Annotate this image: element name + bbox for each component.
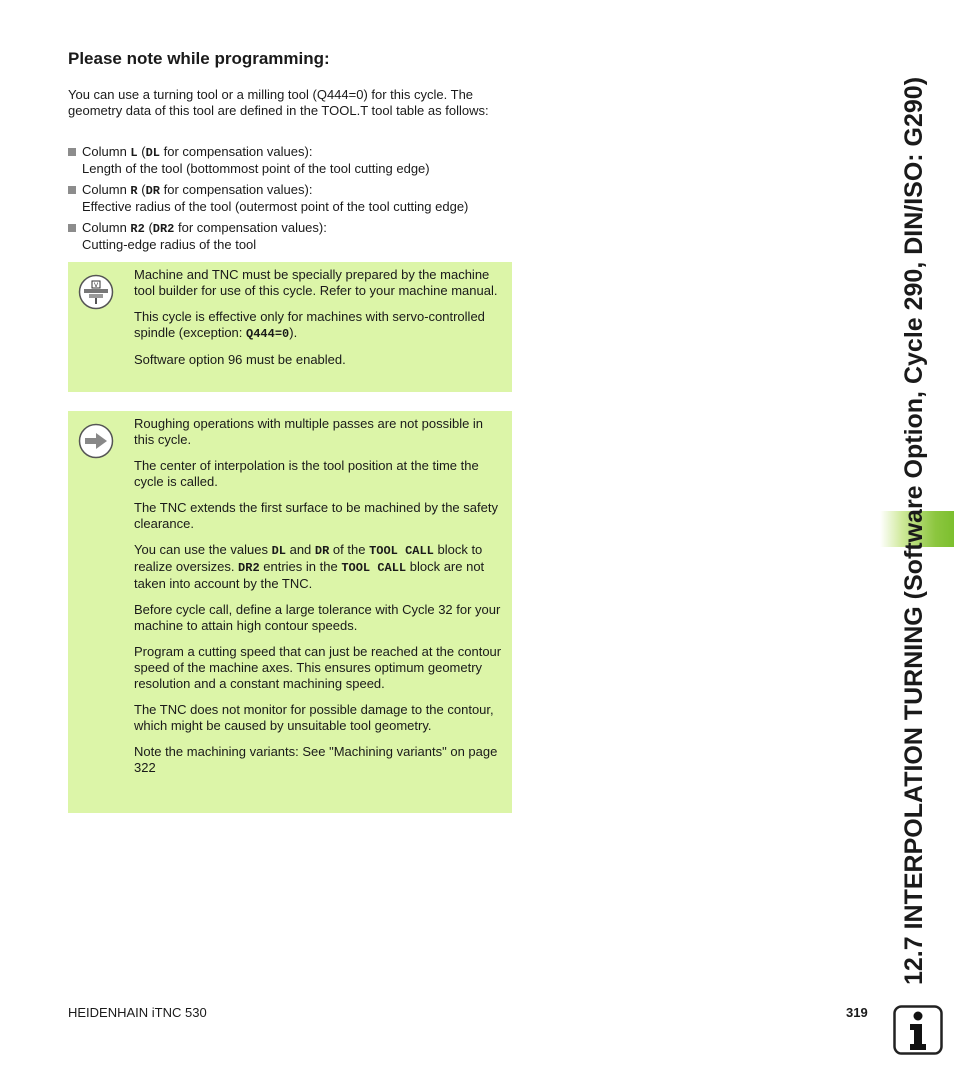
programming-note-box: [68, 411, 512, 813]
chapter-side-title: 12.7 INTERPOLATION TURNING (Software Option, Cycle 290, DIN/ISO: G290): [900, 76, 928, 985]
section-heading: Please note while programming:: [68, 49, 330, 68]
bullet-square-icon: [68, 224, 76, 232]
list-item: Column R2 (DR2 for compensation values): Cutting-edge radius of the tool: [68, 220, 528, 253]
list-item-desc: Length of the tool (bottommost point of the tool cutting edge): [82, 161, 430, 176]
list-item: Column L (DL for compensation values): Length of the tool (bottommost point of the tool cutting edge): [68, 144, 528, 177]
info-icon: [893, 1005, 943, 1055]
programming-note-text: Roughing operations with multiple passes are not possible in this cycle. The center of interpolation is the tool position at the time the cycle is called. The TNC extends the first surface to be machined by the safety clearance. You can use the values DL and DR of the TOOL CALL block to realize oversizes. DR2 entries in the TOOL CALL block are not taken into account by the TNC. Before cycle call, define a large tolerance with Cycle 32 for your machine to attain high contour speeds. Program a cutting speed that can just be reached at the contour speed of the machine axes. This ensures optimum geometry resolution and a constant machining speed. The TNC does not monitor for possible damage to the contour, which might be caused by unsuitable tool geometry. Note the machining variants: See "Machining variants" on page 322: [134, 416, 502, 775]
list-item-desc: Effective radius of the tool (outermost point of the tool cutting edge): [82, 199, 469, 214]
list-item: Column R (DR for compensation values): Effective radius of the tool (outermost point of the tool cutting edge): [68, 182, 528, 215]
page-number: 319: [846, 1005, 868, 1020]
intro-paragraph: You can use a turning tool or a milling tool (Q444=0) for this cycle. The geometry data of this tool are defined in the TOOL.T tool table as follows:: [68, 87, 489, 118]
bullet-square-icon: [68, 186, 76, 194]
column-list: [68, 144, 528, 258]
list-item-desc: Cutting-edge radius of the tool: [82, 237, 257, 252]
machine-note-text: Machine and TNC must be specially prepared by the machine tool builder for use of this cycle. Refer to your machine manual. This cycle is effective only for machines with servo-controlled spindle (exception: Q444=0). Software option 96 must be enabled.: [134, 267, 498, 367]
svg-text:V: V: [93, 282, 99, 289]
footer-product-name: HEIDENHAIN iTNC 530: [68, 1005, 207, 1020]
machine-icon: [78, 274, 114, 310]
machine-note-box: [68, 262, 512, 392]
arrow-right-icon: [78, 423, 114, 459]
bullet-square-icon: [68, 148, 76, 156]
